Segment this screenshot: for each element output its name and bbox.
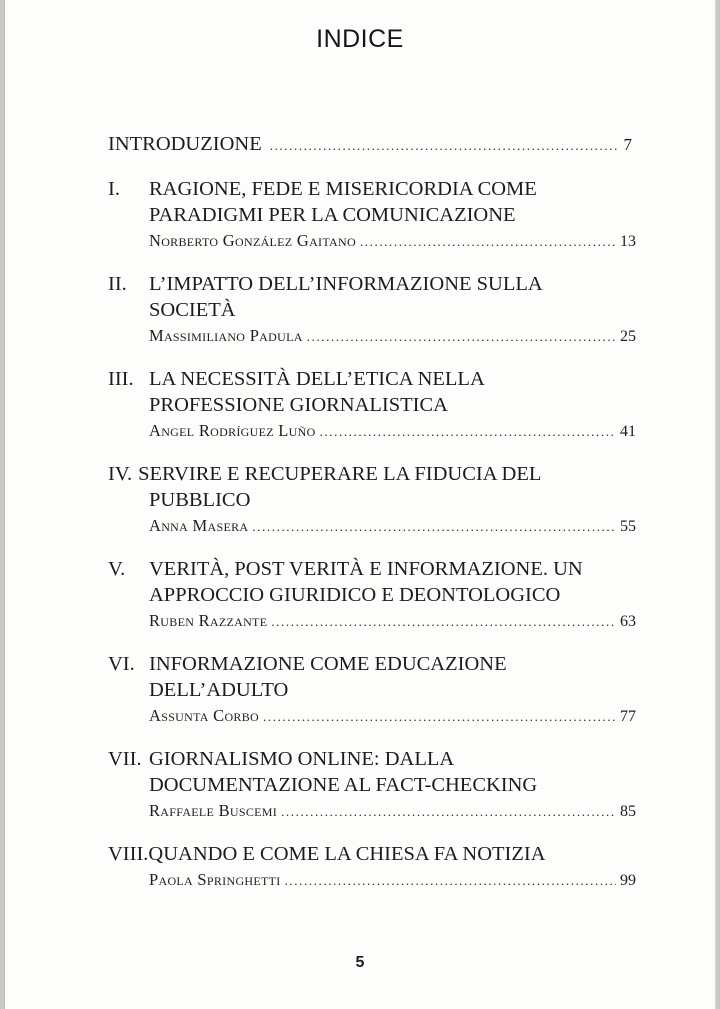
dot-leader bbox=[263, 706, 616, 728]
chapter-number: VII. bbox=[108, 748, 142, 770]
toc-entry-chapter-6 bbox=[108, 651, 636, 728]
chapter-page-number: 55 bbox=[620, 518, 636, 535]
chapter-title-line: PROFESSIONE GIORNALISTICA bbox=[149, 394, 448, 416]
dot-leader bbox=[252, 516, 616, 538]
chapter-title-line: SERVIRE E RECUPERARE LA FIDUCIA DEL bbox=[138, 463, 542, 485]
chapter-title-line: GIORNALISMO ONLINE: DALLA bbox=[149, 748, 455, 770]
chapter-author: Ruben Razzante bbox=[149, 611, 268, 630]
chapter-title-line: QUANDO E COME LA CHIESA FA NOTIZIA bbox=[148, 843, 546, 865]
chapter-number: VI. bbox=[108, 653, 135, 675]
chapter-author: Anna Masera bbox=[149, 516, 249, 535]
chapter-title-line: PARADIGMI PER LA COMUNICAZIONE bbox=[149, 204, 516, 226]
toc-entry-chapter-4 bbox=[108, 461, 636, 538]
toc-entry-chapter-1 bbox=[108, 176, 636, 253]
chapter-title-line: INFORMAZIONE COME EDUCAZIONE bbox=[149, 653, 507, 675]
chapter-number: IV. bbox=[108, 463, 133, 485]
chapter-number: II. bbox=[108, 273, 127, 295]
chapter-page-number: 63 bbox=[620, 613, 636, 630]
chapter-number: I. bbox=[108, 178, 120, 200]
intro-page-number: 7 bbox=[623, 135, 632, 154]
dot-leader bbox=[320, 421, 616, 443]
toc-entry-chapter-2 bbox=[108, 271, 636, 348]
chapter-page-number: 13 bbox=[620, 233, 636, 250]
dot-leader bbox=[281, 801, 616, 823]
toc-entry-chapter-8 bbox=[108, 841, 636, 892]
chapter-title-line: VERITÀ, POST VERITÀ E INFORMAZIONE. UN bbox=[149, 558, 583, 580]
dot-leader bbox=[271, 611, 616, 633]
intro-label: INTRODUZIONE bbox=[108, 133, 262, 155]
chapter-author: Norberto González Gaitano bbox=[149, 231, 356, 250]
chapter-title-line: SOCIETÀ bbox=[149, 299, 236, 321]
chapter-author: Paola Springhetti bbox=[149, 870, 281, 889]
dot-leader bbox=[270, 133, 618, 159]
chapter-title-line: L’IMPATTO DELL’INFORMAZIONE SULLA bbox=[149, 273, 543, 295]
book-page bbox=[4, 0, 716, 1009]
dot-leader bbox=[360, 231, 616, 253]
toc-entry-chapter-5 bbox=[108, 556, 636, 633]
chapter-title-line: DOCUMENTAZIONE AL FACT-CHECKING bbox=[149, 774, 538, 796]
dot-leader bbox=[285, 870, 616, 892]
chapter-title-line: LA NECESSITÀ DELL’ETICA NELLA bbox=[149, 368, 485, 390]
chapter-page-number: 41 bbox=[620, 423, 636, 440]
chapter-author: Massimiliano Padula bbox=[149, 326, 303, 345]
chapter-title-line: APPROCCIO GIURIDICO E DEONTOLOGICO bbox=[149, 584, 561, 606]
page-title: INDICE bbox=[316, 25, 404, 53]
chapter-title-line: RAGIONE, FEDE E MISERICORDIA COME bbox=[149, 178, 537, 200]
page-number: 5 bbox=[355, 954, 365, 971]
chapter-title-line: DELL’ADULTO bbox=[149, 679, 289, 701]
toc-entry-chapter-3 bbox=[108, 366, 636, 443]
chapter-number: VIII. bbox=[108, 843, 149, 865]
chapter-page-number: 25 bbox=[620, 328, 636, 345]
chapter-page-number: 99 bbox=[620, 872, 636, 889]
dot-leader bbox=[307, 326, 616, 348]
chapter-page-number: 77 bbox=[620, 708, 636, 725]
chapter-number: V. bbox=[108, 558, 126, 580]
chapter-number: III. bbox=[108, 368, 134, 390]
chapter-author: Assunta Corbo bbox=[149, 706, 260, 725]
chapter-author: Raffaele Buscemi bbox=[149, 801, 278, 820]
chapter-title-line: PUBBLICO bbox=[149, 489, 251, 511]
chapter-page-number: 85 bbox=[620, 803, 636, 820]
toc-entry-chapter-7 bbox=[108, 746, 636, 823]
toc-entry-introduction bbox=[108, 131, 636, 159]
chapter-author: Angel Rodríguez Luño bbox=[149, 421, 316, 440]
